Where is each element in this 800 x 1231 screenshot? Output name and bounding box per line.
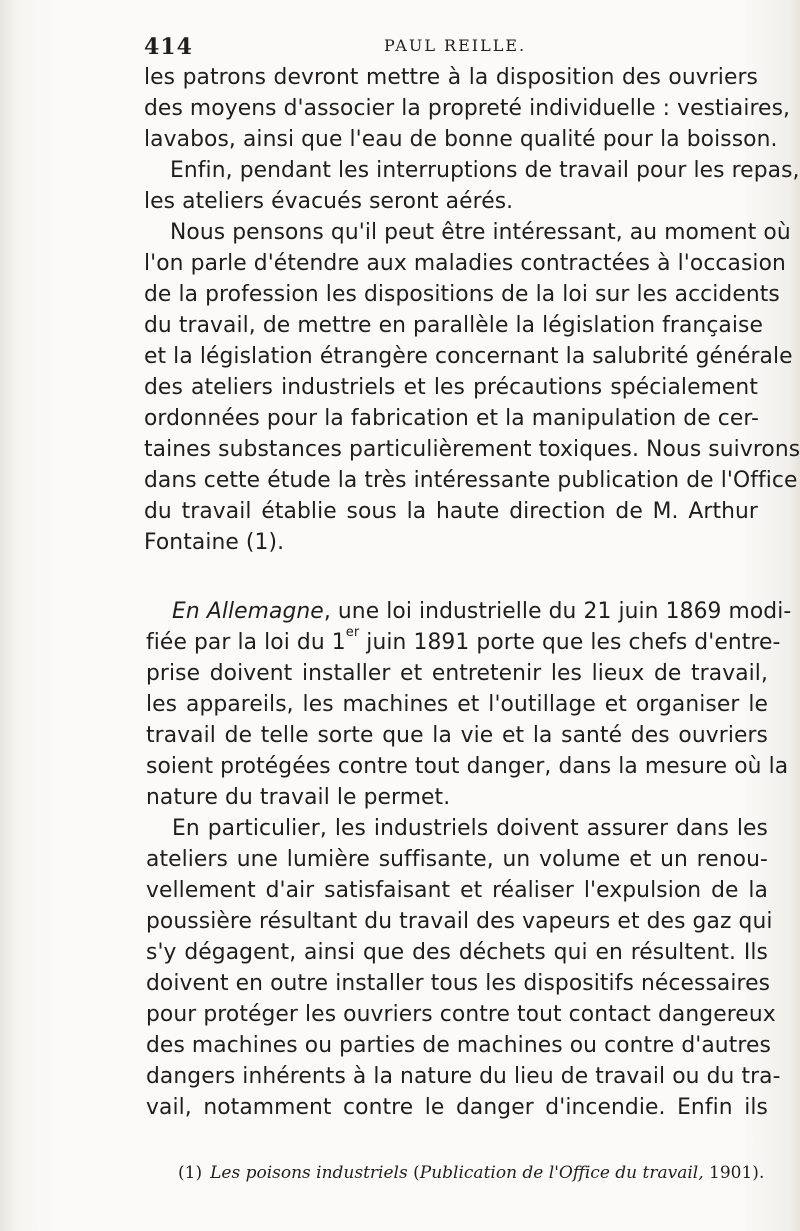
text-line: poussière résultant du travail des vapeurs et des gaz qui bbox=[146, 909, 773, 934]
text-line: ateliers une lumière suffisante, un volume et un renou- bbox=[146, 847, 768, 872]
text-line: du travail établie sous la haute direction de M. Arthur bbox=[144, 499, 758, 524]
text-line: travail de telle sorte que la vie et la santé des ouvriers bbox=[146, 723, 768, 748]
footnote-year: 1901). bbox=[703, 1163, 765, 1183]
text-line: En particulier, les industriels doivent assurer dans les bbox=[172, 816, 768, 841]
text-line: lavabos, ainsi que l'eau de bonne qualité pour la boisson. bbox=[144, 127, 778, 152]
text-fragment: juin 1891 porte que les chefs d'entre- bbox=[359, 630, 781, 655]
main-text bbox=[144, 62, 800, 558]
text-line bbox=[146, 625, 781, 658]
text-line: les ateliers évacués seront aérés. bbox=[144, 189, 514, 214]
footnote-mark: (1) bbox=[178, 1163, 203, 1183]
text-fragment: fiée par la loi du 1 bbox=[146, 630, 346, 655]
text-line: Enfin, pendant les interruptions de travail pour les repas, bbox=[170, 158, 800, 183]
text-line: vellement d'air satisfaisant et réaliser l'expulsion de la bbox=[146, 878, 768, 903]
text-line: dans cette étude la très intéressante publication de l'Office bbox=[144, 468, 798, 493]
text-fragment: , une loi industrielle du 21 juin 1869 modi- bbox=[323, 599, 792, 624]
footnote-publication: Publication de l'Office du travail, bbox=[419, 1163, 704, 1183]
text-line: ordonnées pour la fabrication et la manipulation de cer- bbox=[144, 406, 759, 431]
running-title: PAUL REILLE. bbox=[384, 36, 527, 55]
text-line: taines substances particulièrement toxiques. Nous suivrons bbox=[144, 437, 800, 462]
footnote-paren-open: ( bbox=[413, 1163, 420, 1183]
text-line: de la profession les dispositions de la loi sur les accidents bbox=[144, 282, 780, 307]
text-line: du travail, de mettre en parallèle la législation française bbox=[144, 313, 764, 338]
text-line: prise doivent installer et entretenir les lieux de travail, bbox=[146, 661, 768, 686]
text-line: Nous pensons qu'il peut être intéressant, au moment où bbox=[170, 220, 791, 245]
text-line: dangers inhérents à la nature du lieu de travail ou du tra- bbox=[146, 1064, 781, 1089]
text-line: les patrons devront mettre à la disposition des ouvriers bbox=[144, 65, 758, 90]
text-line: des machines ou parties de machines ou contre d'autres bbox=[146, 1033, 771, 1058]
country-heading: En Allemagne bbox=[172, 599, 324, 624]
text-line: pour protéger les ouvriers contre tout contact dangereux bbox=[146, 1002, 776, 1027]
footnote-title: Les poisons industriels bbox=[210, 1163, 408, 1183]
text-line: s'y dégagent, ainsi que des déchets qui en résultent. Ils bbox=[146, 940, 768, 965]
text-line: les appareils, les machines et l'outillage et organiser le bbox=[146, 692, 768, 717]
text-line: et la législation étrangère concernant la salubrité générale bbox=[144, 344, 793, 369]
text-line: l'on parle d'étendre aux maladies contractées à l'occasion bbox=[144, 251, 786, 276]
text-line: doivent en outre installer tous les dispositifs nécessaires bbox=[146, 971, 771, 996]
running-head bbox=[144, 32, 760, 62]
main-text-continued bbox=[146, 596, 792, 1123]
text-line bbox=[146, 596, 792, 627]
footnote bbox=[178, 1163, 765, 1183]
text-line: Fontaine (1). bbox=[144, 530, 285, 555]
superscript: er bbox=[345, 625, 360, 640]
text-line: vail, notamment contre le danger d'incendie. Enfin ils bbox=[146, 1095, 768, 1120]
text-line: des moyens d'associer la propreté individuelle : vestiaires, bbox=[144, 96, 791, 121]
text-line: soient protégées contre tout danger, dans la mesure où la bbox=[146, 754, 789, 779]
page-number: 414 bbox=[144, 34, 193, 60]
text-line: nature du travail le permet. bbox=[146, 785, 451, 810]
text-line: des ateliers industriels et les précautions spécialement bbox=[144, 375, 758, 400]
